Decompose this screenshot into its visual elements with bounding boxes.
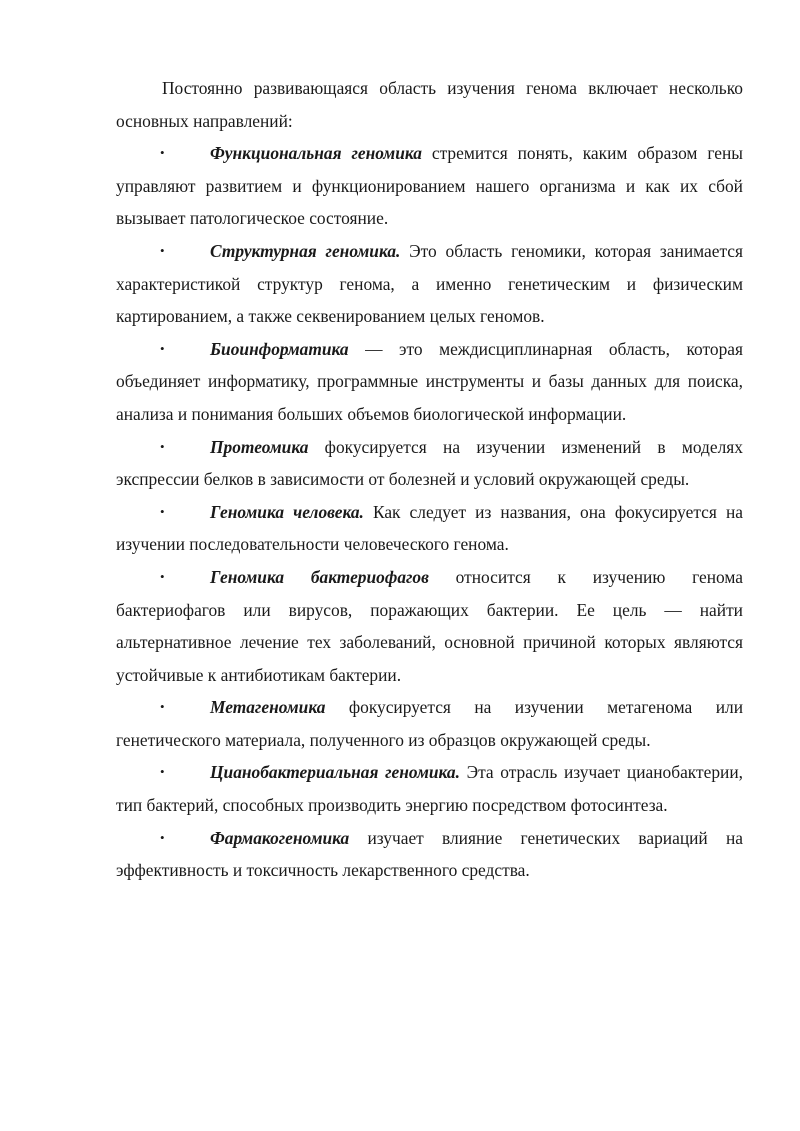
bullet-icon: • xyxy=(160,829,165,845)
list-item-text: Как следует из названия, она фокусируется на изучении последовательности человеческого генома. xyxy=(116,501,743,555)
list-item-text: изучает влияние генетических вариаций на эффективность и токсичность лекарственного средства. xyxy=(116,827,743,881)
list-item-term: Протеомика xyxy=(210,436,309,457)
list-item-term: Геномика бактериофагов xyxy=(210,566,429,587)
list-item-text: фокусируется на изучении метагенома или генетического материала, полученного из образцов окружающей среды. xyxy=(116,697,743,750)
list-item-text: относится к изучению генома бактериофагов или вирусов, поражающих бактерии. Ее цель — найти альтернативное лечение тех заболеваний, основной причиной которых являются устойчивые к антибиотикам бактерии. xyxy=(116,566,744,685)
list-item-term: Цианобактериальная геномика. xyxy=(210,762,460,783)
bullet-icon: • xyxy=(160,145,165,161)
list-item-term: Метагеномика xyxy=(210,697,326,718)
list-item-functional-genomics xyxy=(116,137,743,235)
list-item-text: фокусируется на изучении изменений в моделях экспрессии белков в зависимости от болезней и условий окружающей среды. xyxy=(116,436,743,490)
list-item-human-genomics xyxy=(116,496,743,561)
list-item-term: Фармакогеномика xyxy=(210,827,350,848)
list-item-cyanobacterial-genomics xyxy=(116,756,743,821)
document-page xyxy=(116,72,743,887)
list-item-term: Структурная геномика. xyxy=(210,240,401,261)
list-item-text: — это междисциплинарная область, которая объединяет информатику, программные инструменты и базы данных для поиска, анализа и понимания больших объемов биологической информации. xyxy=(116,338,743,424)
list-item-term: Геномика человека. xyxy=(210,501,364,522)
list-item-bioinformatics xyxy=(116,333,743,431)
list-item-term: Биоинформатика xyxy=(210,338,349,359)
list-item-text: Эта отрасль изучает цианобактерии, тип бактерий, способных производить энергию посредством фотосинтеза. xyxy=(116,762,743,816)
list-item-bacteriophage-genomics xyxy=(116,561,743,691)
bullet-icon: • xyxy=(160,764,165,780)
list-item-pharmacogenomics xyxy=(116,822,743,887)
list-item-structural-genomics xyxy=(116,235,743,333)
bullet-icon: • xyxy=(160,340,165,356)
intro-paragraph: Постоянно развивающаяся область изучения генома включает несколько основных направлений: xyxy=(116,78,743,131)
list-item-proteomics xyxy=(116,431,743,496)
list-item-metagenomics xyxy=(116,691,743,756)
list-item-term: Функциональная геномика xyxy=(210,143,422,164)
list-item-text: Это область геномики, которая занимается характеристикой структур генома, а именно генетическим и физическим картированием, а также секвенированием целых геномов. xyxy=(116,240,743,327)
bullet-icon: • xyxy=(160,568,165,584)
bullet-icon: • xyxy=(160,503,165,519)
bullet-icon: • xyxy=(160,438,165,454)
bullet-icon: • xyxy=(160,242,165,258)
bullet-icon: • xyxy=(160,699,165,715)
list-item-text: стремится понять, каким образом гены управляют развитием и функционированием нашего организма и как их сбой вызывает патологическое состояние. xyxy=(116,143,743,229)
